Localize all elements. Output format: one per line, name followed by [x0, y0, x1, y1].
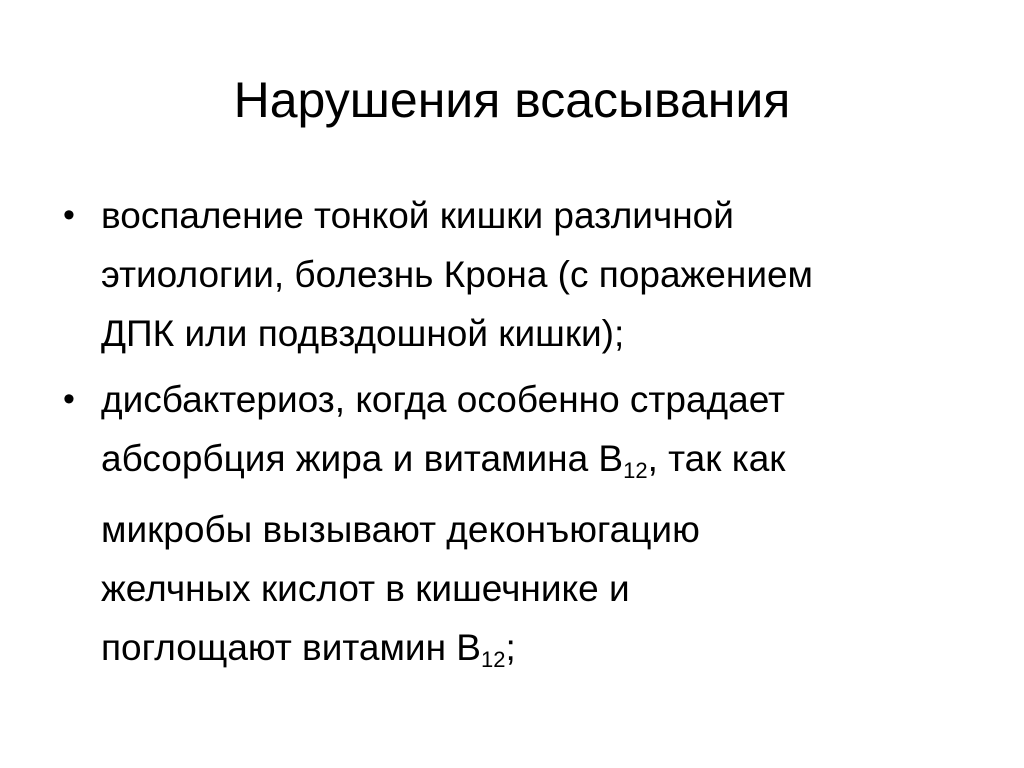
vitamin-b12-subscript: 12	[623, 458, 648, 483]
bullet-1-line-2: этиологии, болезнь Крона (с поражением	[101, 254, 813, 295]
bullet-2-line-2-text: абсорбция жира и витамина В	[101, 438, 624, 479]
bullet-2-line-3: микробы вызывают деконъюгацию	[101, 509, 700, 550]
bullet-item-small-intestine-inflammation	[63, 186, 963, 363]
bullet-1-line-1: воспаление тонкой кишки различной	[101, 195, 734, 236]
bullet-2-line-5-tail: ;	[505, 627, 516, 668]
bullet-point-icon: •	[63, 380, 75, 418]
bullet-2-line-5	[101, 618, 963, 689]
bullet-list	[63, 186, 963, 696]
bullet-point-icon: •	[63, 196, 75, 234]
vitamin-b12-subscript: 12	[481, 647, 506, 672]
bullet-2-line-5-text: поглощают витамин В	[101, 627, 481, 668]
bullet-2-line-1: дисбактериоз, когда особенно страдает	[101, 379, 785, 420]
bullet-2-line-4: желчных кислот в кишечнике и	[101, 568, 630, 609]
bullet-1-line-3: ДПК или подвздошной кишки);	[101, 313, 625, 354]
bullet-item-dysbacteriosis	[63, 370, 963, 689]
slide-title: Нарушения всасывания	[233, 72, 791, 128]
bullet-2-line-2-tail: , так как	[647, 438, 786, 479]
bullet-2-line-2	[101, 429, 963, 500]
